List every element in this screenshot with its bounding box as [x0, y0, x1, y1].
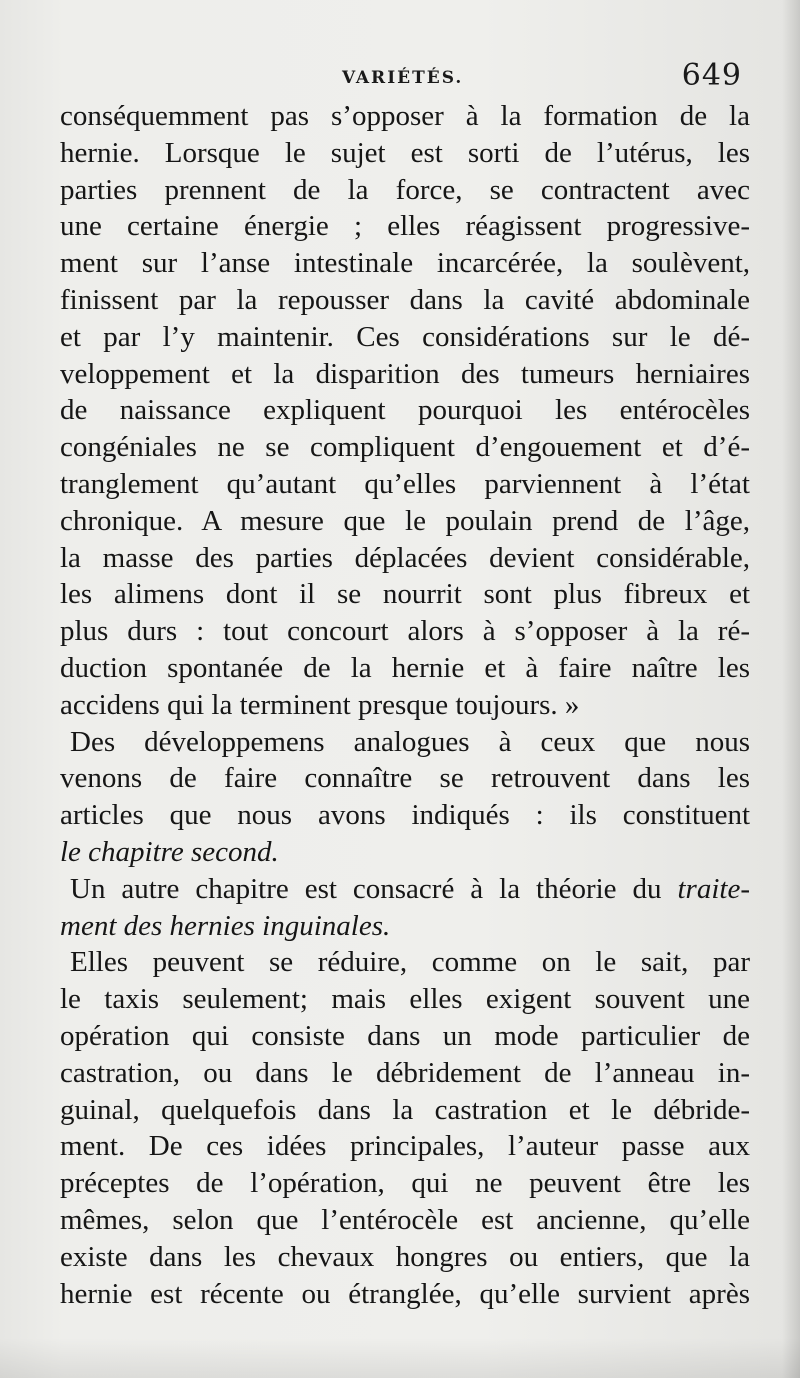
text-line: la masse des parties déplacées devient considérable,: [60, 541, 750, 574]
text-line: articles que nous avons indiqués : ils constituent: [60, 799, 750, 832]
text-line: plus durs : tout concourt alors à s’opposer à la ré-: [60, 615, 750, 648]
text-line: ment sur l’anse intestinale incarcérée, la soulèvent,: [60, 247, 750, 280]
text-line: conséquemment pas s’opposer à la formation de la: [60, 100, 750, 132]
text-line: opération qui consiste dans un mode particulier de: [60, 1019, 750, 1052]
text-line: une certaine énergie ; elles réagissent progressive-: [60, 210, 750, 243]
page-number: 649: [681, 58, 742, 93]
text-line: duction spontanée de la hernie et à faire naître les: [60, 651, 750, 684]
text-line: mêmes, selon que l’entérocèle est ancienne, qu’elle: [60, 1203, 750, 1236]
text-line: hernie est récente ou étranglée, qu’elle survient après: [60, 1277, 750, 1310]
text-line: ment. De ces idées principales, l’auteur passe aux: [60, 1130, 750, 1163]
italic-line: le chapitre second.: [60, 835, 279, 868]
text-line: les alimens dont il se nourrit sont plus fibreux et: [60, 578, 750, 611]
text-line: congéniales ne se compliquent d’engouement et d’é-: [60, 431, 750, 464]
italic-run: traite-: [677, 872, 750, 905]
text-line: de naissance expliquent pourquoi les entérocèles: [60, 394, 750, 427]
text-line: parties prennent de la force, se contractent avec: [60, 173, 750, 206]
text-run: Un autre chapitre est consacré à la théorie du: [70, 872, 678, 905]
text-line: le taxis seulement; mais elles exigent souvent une: [60, 983, 750, 1016]
text-line: venons de faire connaître se retrouvent dans les: [60, 762, 750, 795]
text-line: chronique. A mesure que le poulain prend de l’âge,: [60, 504, 750, 537]
text-line: et par l’y maintenir. Ces considérations sur le dé-: [60, 320, 750, 353]
paragraph-start-line: [60, 871, 750, 908]
page-header: [62, 60, 742, 100]
text-line: veloppement et la disparition des tumeurs herniaires: [60, 357, 750, 390]
text-line: accidens qui la terminent presque toujours. »: [60, 688, 580, 721]
page-bottom-shadow: [0, 1338, 800, 1378]
page-edge-shadow: [782, 0, 800, 1378]
running-head: VARIÉTÉS.: [342, 68, 464, 88]
text-line: guinal, quelquefois dans la castration et le débride-: [60, 1093, 750, 1126]
paragraph-start-line: Des développemens analogues à ceux que nous: [70, 725, 750, 758]
paragraph-start-line: Elles peuvent se réduire, comme on le sait, par: [70, 946, 750, 979]
text-line: tranglement qu’autant qu’elles parviennent à l’état: [60, 467, 750, 500]
text-line: préceptes de l’opération, qui ne peuvent être les: [60, 1167, 750, 1200]
body-text: [60, 98, 750, 1312]
text-line: finissent par la repousser dans la cavité abdominale: [60, 283, 750, 316]
italic-line: ment des hernies inguinales.: [60, 909, 391, 942]
text-line: castration, ou dans le débridement de l’anneau in-: [60, 1056, 750, 1089]
text-line: existe dans les chevaux hongres ou entiers, que la: [60, 1240, 750, 1273]
text-line: hernie. Lorsque le sujet est sorti de l’utérus, les: [60, 136, 750, 169]
